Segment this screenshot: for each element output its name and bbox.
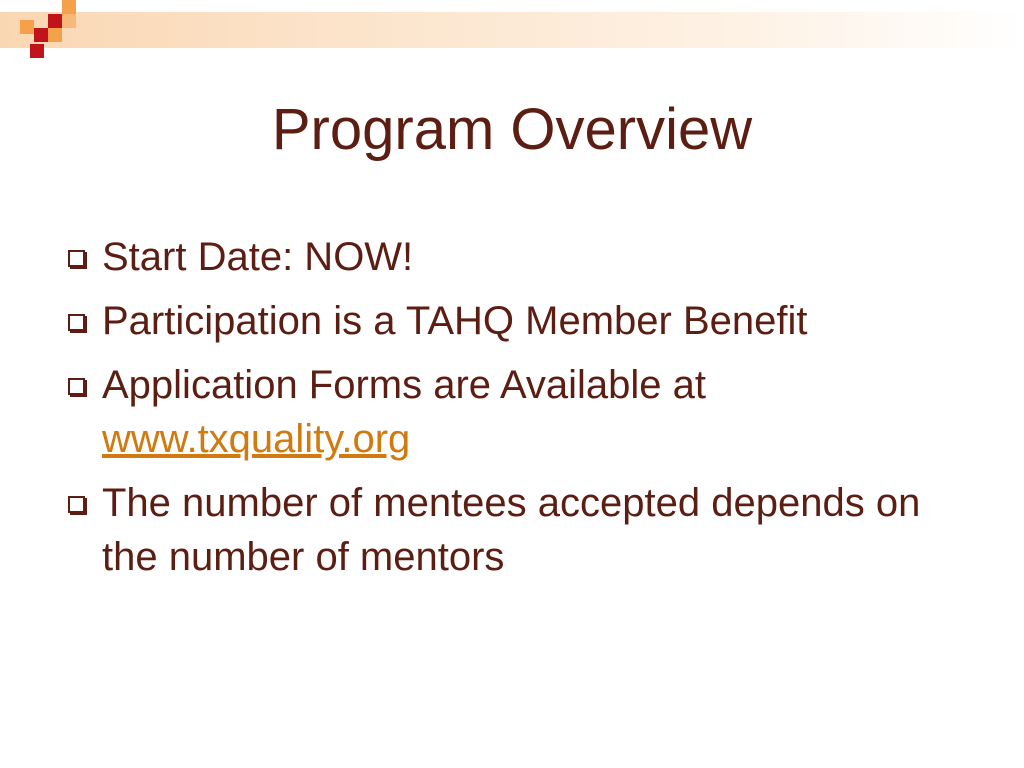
logo-square: [48, 14, 62, 28]
square-bullet-icon: [68, 314, 85, 331]
bullet-text: The number of mentees accepted depends on the number of mentors: [102, 481, 921, 579]
logo-square: [0, 28, 14, 42]
bullet-item: [62, 294, 962, 348]
bullet-item: [62, 476, 962, 584]
square-bullet-icon: [68, 250, 85, 267]
bullet-list: [62, 230, 962, 594]
logo-square: [34, 28, 48, 42]
bullet-text: Participation is a TAHQ Member Benefit: [102, 299, 808, 343]
logo-square: [20, 20, 34, 34]
bullet-item: [62, 358, 962, 466]
logo-square: [48, 28, 62, 42]
square-bullet-icon: [68, 378, 85, 395]
square-bullet-icon: [68, 496, 85, 513]
bullet-text: Application Forms are Available at: [102, 363, 707, 407]
logo-square: [62, 14, 76, 28]
slide-title: Program Overview: [271, 97, 753, 162]
logo-square: [62, 0, 76, 14]
header-gradient-band: [0, 12, 1024, 48]
checker-squares-logo: [0, 0, 80, 64]
txquality-link[interactable]: www.txquality.org: [102, 417, 411, 461]
bullet-text: Start Date: NOW!: [102, 235, 414, 279]
logo-square: [30, 44, 44, 58]
bullet-item: [62, 230, 962, 284]
